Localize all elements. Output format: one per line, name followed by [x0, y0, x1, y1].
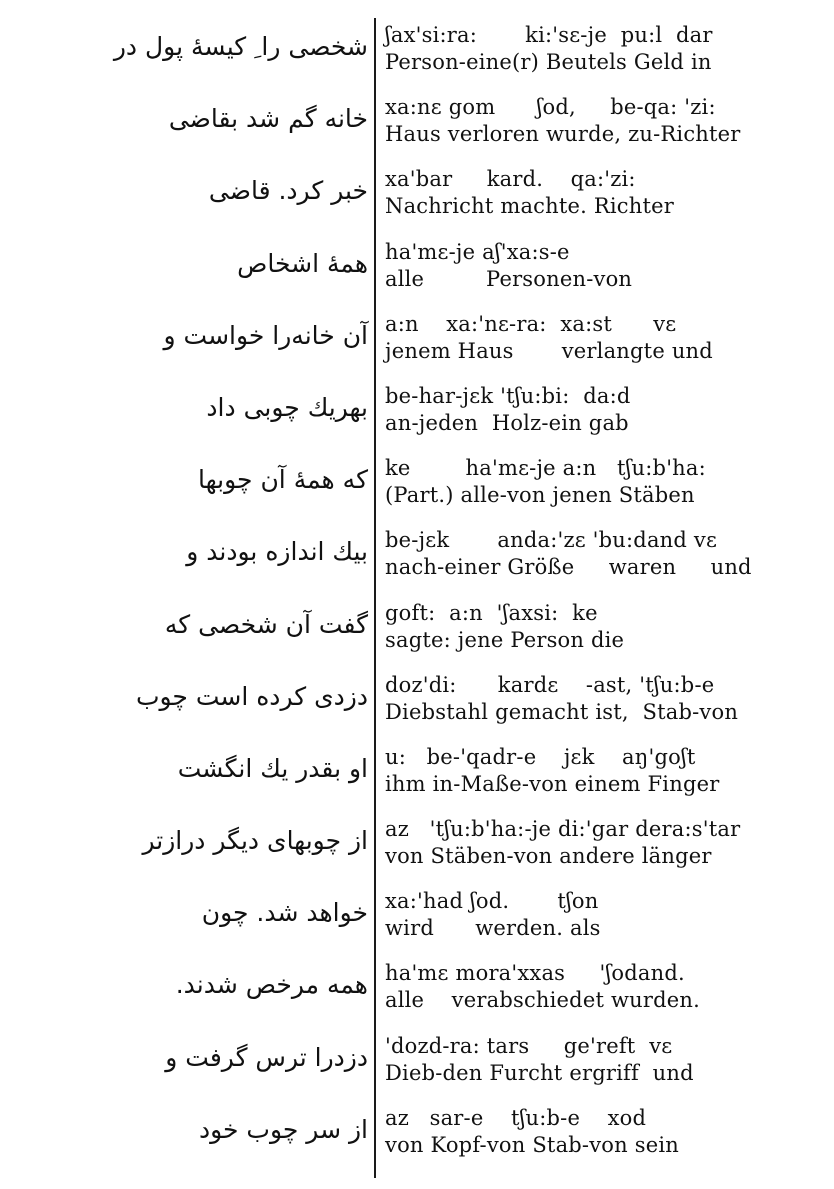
phonetic-line: a:n xa:'nɛ-ra: xa:st vɛ	[385, 311, 677, 336]
gloss-line: Haus verloren wurde, zu-Richter	[385, 122, 741, 147]
phonetic-line: xa'bar kard. qa:'zi:	[385, 167, 636, 192]
interlinear-rows	[0, 22, 834, 1177]
persian-line: بیك اندازه بودند و	[186, 537, 368, 567]
persian-line: دزدرا ترس گرفت و	[165, 1042, 368, 1072]
text-row	[0, 455, 834, 527]
text-row	[0, 239, 834, 311]
gloss-line: sagte: jene Person die	[385, 627, 625, 652]
gloss-line: Diebstahl gemacht ist, Stab-von	[385, 699, 739, 724]
phonetic-line: goft: a:n 'ʃaxsi: ke	[385, 600, 598, 625]
persian-line: بهریك چوبی داد	[206, 392, 368, 422]
phonetic-line: 'dozd-ra: tars ge'reft vɛ	[385, 1033, 673, 1058]
phonetic-line: be-jɛk anda:'zɛ 'bu:dand vɛ	[385, 528, 718, 553]
persian-line: خانه گم شد بقاضی	[168, 104, 368, 134]
text-row	[0, 960, 834, 1032]
persian-line: از چوبهای دیگر درازتر	[142, 826, 368, 856]
text-row	[0, 672, 834, 744]
text-row	[0, 311, 834, 383]
gloss-line: nach-einer Größe waren und	[385, 555, 752, 580]
text-row	[0, 166, 834, 238]
persian-line: خبر کرد. قاضی	[208, 176, 368, 206]
text-row	[0, 816, 834, 888]
persian-line: شخصی را ِ کیسهٔ پول در	[113, 32, 368, 61]
gloss-line: an-jeden Holz-ein gab	[385, 410, 629, 435]
gloss-line: Nachricht machte. Richter	[385, 194, 674, 219]
gloss-line: von Stäben-von andere länger	[385, 844, 712, 869]
phonetic-line: ke ha'mɛ-je a:n tʃu:b'ha:	[385, 456, 706, 481]
persian-line: از سر چوب خود	[198, 1114, 368, 1144]
phonetic-line: ha'mɛ-je aʃ'xa:s-e	[385, 239, 570, 264]
phonetic-line: az 'tʃu:b'ha:-je di:'gar dera:s'tar	[385, 817, 741, 842]
persian-line: دزدی کرده است چوب	[135, 681, 368, 711]
phonetic-line: xa:nɛ gom ʃod, be-qa: 'zi:	[385, 95, 716, 120]
persian-line: گفت آن شخصی که	[164, 609, 368, 639]
text-row	[0, 600, 834, 672]
text-row	[0, 1033, 834, 1105]
gloss-line: ihm in-Maße-von einem Finger	[385, 771, 720, 796]
phonetic-line: az sar-e tʃu:b-e xod	[385, 1105, 647, 1130]
phonetic-line: be-har-jɛk 'tʃu:bi: da:d	[385, 383, 631, 408]
phonetic-line: u: be-'qadr-e jɛk aŋ'goʃt	[385, 744, 696, 769]
persian-line: خواهد شد. چون	[201, 898, 368, 928]
text-row	[0, 744, 834, 816]
text-row	[0, 888, 834, 960]
gloss-line: alle Personen-von	[385, 266, 633, 291]
persian-line: همهٔ اشخاص	[237, 248, 368, 278]
phonetic-line: doz'di: kardɛ -ast, 'tʃu:b-e	[385, 672, 715, 697]
gloss-line: von Kopf-von Stab-von sein	[385, 1132, 679, 1157]
gloss-line: Person-eine(r) Beutels Geld in	[385, 50, 712, 74]
phonetic-line: xa:'had ʃod. tʃon	[385, 889, 599, 914]
gloss-line: alle verabschiedet wurden.	[385, 988, 700, 1013]
phonetic-line: ʃax'si:ra: ki:'sɛ-je pu:l dar	[385, 23, 713, 47]
persian-line: که همهٔ آن چوبها	[198, 465, 368, 495]
text-row	[0, 527, 834, 599]
gloss-line: wird werden. als	[385, 916, 601, 941]
persian-line: او بقدر یك انگشت	[177, 753, 368, 783]
text-row	[0, 22, 834, 94]
phonetic-line: ha'mɛ mora'xxas 'ʃodand.	[385, 961, 685, 986]
text-row	[0, 94, 834, 166]
gloss-line: (Part.) alle-von jenen Stäben	[385, 483, 695, 508]
text-row	[0, 1105, 834, 1177]
persian-line: آن خانه‌را خواست و	[163, 320, 368, 350]
gloss-line: jenem Haus verlangte und	[385, 338, 713, 363]
persian-line: همه مرخص شدند.	[175, 970, 368, 1000]
text-row	[0, 383, 834, 455]
gloss-line: Dieb-den Furcht ergriff und	[385, 1060, 694, 1085]
